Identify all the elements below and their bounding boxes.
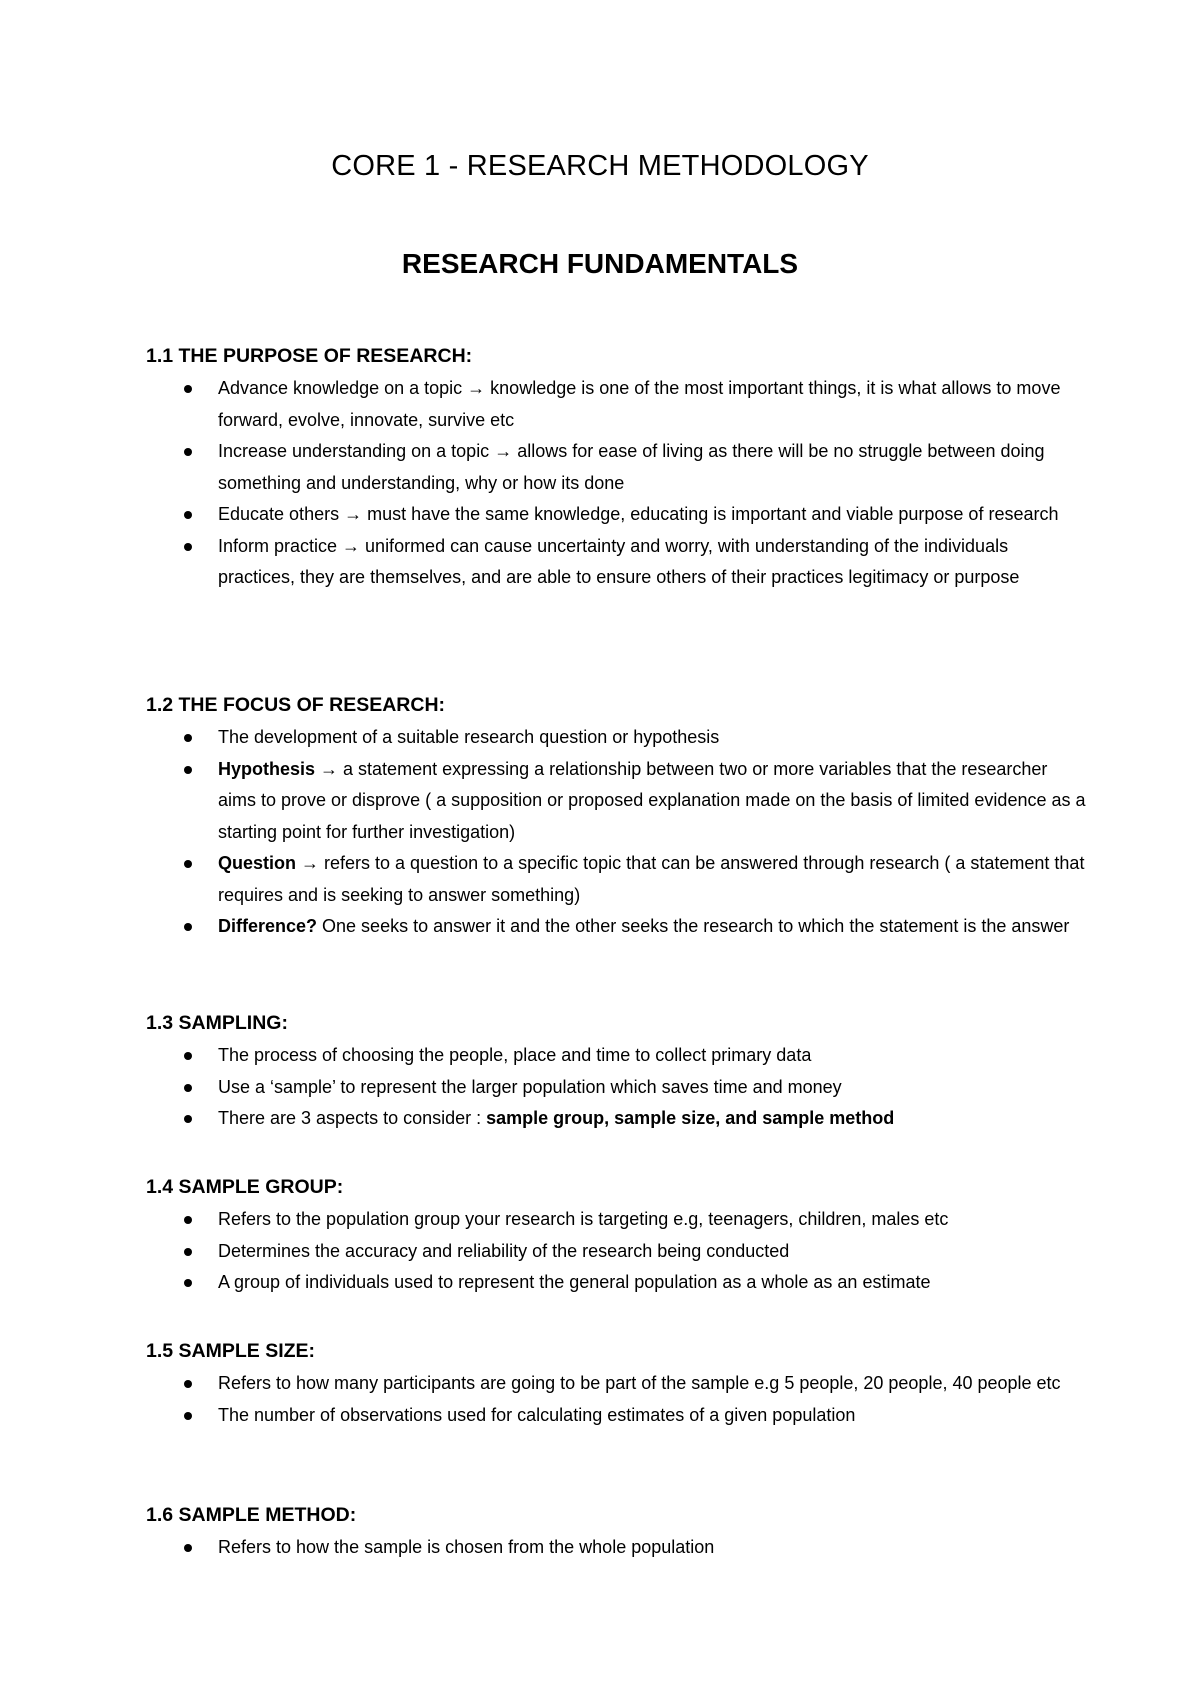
bullet-list — [146, 1204, 1086, 1299]
list-item — [146, 1532, 1086, 1564]
list-item-text: The process of choosing the people, place and time to collect primary data — [218, 1045, 812, 1065]
list-item-text: Inform practice → uniformed can cause uncertainty and worry, with understanding of the individuals practices, they are themselves, and are able to ensure others of their practices legitimacy or purpose — [218, 535, 1020, 587]
section-sampling — [146, 1008, 1086, 1135]
list-item-text: Refers to how the sample is chosen from the whole population — [218, 1537, 715, 1557]
bullet-icon — [184, 543, 192, 551]
list-item-text: → refers to a question to a specific topic that can be answered through research ( a statement that requires and is seeking to answer something) — [218, 853, 1085, 905]
bullet-icon — [184, 923, 192, 931]
section-sample-size — [146, 1336, 1086, 1431]
section-heading: 1.2 THE FOCUS OF RESEARCH: — [146, 694, 446, 716]
list-item-text: Use a ‘sample’ to represent the larger population which saves time and money — [218, 1076, 842, 1097]
bullet-icon — [184, 1084, 192, 1092]
list-item — [146, 531, 1086, 594]
section-heading: 1.4 SAMPLE GROUP: — [146, 1176, 344, 1198]
section-purpose-of-research — [146, 341, 1086, 594]
list-item-text: One seeks to answer it and the other seeks the research to which the statement is the answer — [317, 916, 1070, 936]
bullet-list — [146, 1532, 1086, 1564]
bullet-list — [146, 1368, 1086, 1431]
section-heading: 1.5 SAMPLE SIZE: — [146, 1340, 316, 1362]
term-label: Hypothesis — [218, 758, 316, 779]
list-item — [146, 1236, 1086, 1268]
list-item — [146, 499, 1086, 531]
term-label: Difference? — [218, 916, 318, 936]
list-item — [146, 1040, 1086, 1072]
section-heading: 1.1 THE PURPOSE OF RESEARCH: — [146, 345, 473, 367]
list-item — [146, 1267, 1086, 1299]
list-item-text: There are 3 aspects to consider : — [218, 1108, 487, 1128]
list-item — [146, 1103, 1086, 1135]
list-item-text: Refers to the population group your research is targeting e.g, teenagers, children, males etc — [218, 1209, 949, 1229]
list-item — [146, 1400, 1086, 1432]
list-item-text: The development of a suitable research question or hypothesis — [218, 727, 720, 747]
list-item-emphasis: sample group, sample size, and sample method — [486, 1108, 895, 1128]
document-subtitle: RESEARCH FUNDAMENTALS — [401, 248, 799, 279]
document-title: CORE 1 - RESEARCH METHODOLOGY — [331, 150, 869, 182]
bullet-icon — [184, 1279, 192, 1287]
bullet-list — [146, 722, 1086, 943]
bullet-icon — [184, 1380, 192, 1388]
list-item-text: Educate others → must have the same knowledge, educating is important and viable purpose of research — [218, 504, 1059, 524]
list-item — [146, 911, 1086, 943]
term-label: Question — [218, 853, 297, 873]
section-heading: 1.3 SAMPLING: — [146, 1012, 288, 1034]
list-item-text: The number of observations used for calculating estimates of a given population — [218, 1404, 856, 1425]
bullet-list — [146, 373, 1086, 594]
bullet-icon — [184, 860, 192, 868]
bullet-icon — [184, 1544, 192, 1552]
list-item — [146, 722, 1086, 754]
bullet-icon — [184, 385, 192, 393]
bullet-icon — [184, 1115, 192, 1123]
bullet-list — [146, 1040, 1086, 1135]
bullet-icon — [184, 511, 192, 519]
bullet-icon — [184, 766, 192, 774]
list-item — [146, 373, 1086, 436]
list-item-text: Refers to how many participants are going to be part of the sample e.g 5 people, 20 people, 40 people etc — [218, 1373, 1061, 1393]
section-focus-of-research — [146, 690, 1086, 943]
list-item — [146, 1368, 1086, 1400]
bullet-icon — [184, 1412, 192, 1420]
list-item-text: Advance knowledge on a topic → knowledge is one of the most important things, it is what allows to move forward, evolve, innovate, survive etc — [218, 378, 1061, 430]
list-item — [146, 1072, 1086, 1104]
list-item-text: A group of individuals used to represent the general population as a whole as an estimate — [218, 1272, 931, 1292]
bullet-icon — [184, 734, 192, 742]
bullet-icon — [184, 1216, 192, 1224]
section-heading: 1.6 SAMPLE METHOD: — [146, 1504, 357, 1526]
bullet-icon — [184, 1248, 192, 1256]
section-sample-group — [146, 1172, 1086, 1299]
list-item — [146, 754, 1086, 849]
bullet-icon — [184, 448, 192, 456]
list-item-text: Determines the accuracy and reliability of the research being conducted — [218, 1240, 790, 1261]
list-item-text: Increase understanding on a topic → allows for ease of living as there will be no struggle between doing something and understanding, why or how its done — [218, 441, 1045, 493]
bullet-icon — [184, 1052, 192, 1060]
section-sample-method — [146, 1500, 1086, 1564]
list-item — [146, 848, 1086, 911]
list-item — [146, 436, 1086, 499]
list-item-text: → a statement expressing a relationship between two or more variables that the researcher aims to prove or disprove ( a supposition or proposed explanation made on the basis of limited evidence as a starting point for further investigation) — [218, 758, 1086, 842]
list-item — [146, 1204, 1086, 1236]
